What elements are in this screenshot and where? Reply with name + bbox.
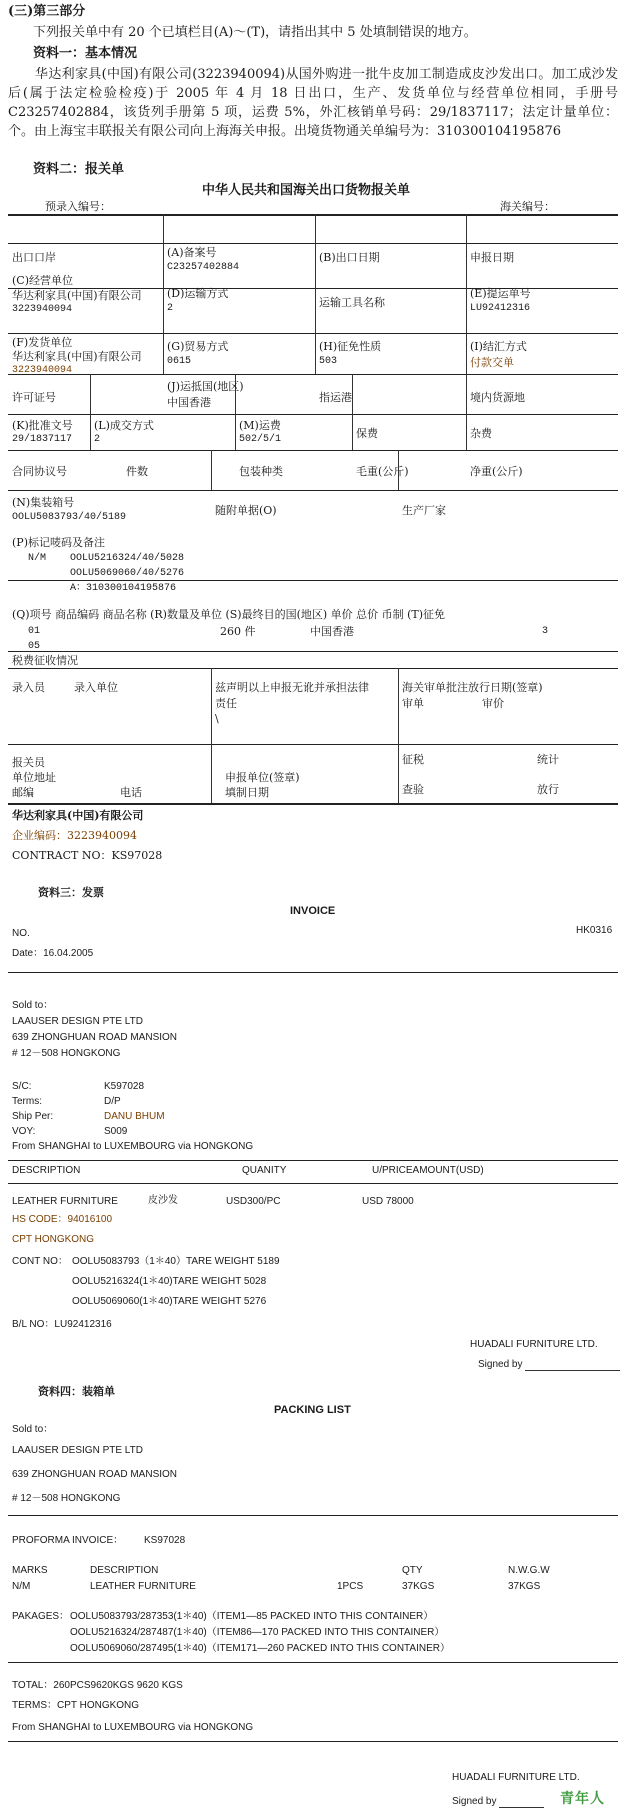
approval-no-label: (K)批准文号	[12, 419, 73, 432]
deal-mode-label: (L)成交方式	[94, 419, 154, 432]
voy-label: VOY:	[12, 1126, 36, 1137]
goods-quantity: 260 件	[220, 625, 256, 638]
packing-terms: TERMS：CPT HONGKONG	[12, 1700, 140, 1711]
packing-route: From SHANGHAI to LUXEMBOURG via HONGKONG	[12, 1722, 254, 1733]
packing-buyer-address-1: 639 ZHONGHUAN ROAD MANSION	[12, 1469, 178, 1480]
packing-buyer-address-2: # 12－508 HONGKONG	[12, 1493, 121, 1504]
unit-address-label: 单位地址	[12, 771, 56, 784]
entry-clerk-label: 录入员	[12, 681, 45, 694]
destination-value: 中国香港	[167, 396, 211, 409]
terms-label: Terms:	[12, 1096, 42, 1107]
col-description: DESCRIPTION	[12, 1165, 81, 1176]
invoice-company: HUADALI FURNITURE LTD.	[470, 1339, 598, 1350]
settlement-label: (I)结汇方式	[470, 340, 527, 353]
buyer-address-2: # 12－508 HONGKONG	[12, 1048, 121, 1059]
proforma-value: KS97028	[144, 1535, 186, 1546]
unit-price: USD300/PC	[226, 1196, 281, 1207]
packing-weight-value: 37KGS	[508, 1581, 541, 1592]
review-date-label: 海关审单批注放行日期(签章)	[402, 681, 543, 694]
voy-value: S009	[104, 1126, 128, 1137]
customs-no-label: 海关编号：	[500, 200, 555, 213]
section-heading: (三)第三部分	[8, 4, 86, 19]
bill-no-label: (E)提运单号	[470, 287, 531, 300]
instruction-text: 下列报关单中有 20 个已填栏目(A)～(T)，请指出其中 5 处填制错误的地方。	[33, 25, 477, 40]
destination-label: (J)运抵国(地区)	[167, 380, 244, 393]
material-1-title: 资料一：基本情况	[33, 46, 138, 61]
packing-signed-by-label: Signed by	[452, 1796, 497, 1807]
shipper-code: 3223940094	[12, 365, 73, 376]
col-packing-description: DESCRIPTION	[90, 1565, 159, 1576]
release-label: 放行	[537, 783, 559, 796]
goods-headers: (Q)项号 商品编码 商品名称 (R)数量及单位 (S)最终目的国(地区) 单价 总价 币制 (T)征免	[12, 608, 446, 621]
trade-mode-label: (G)贸易方式	[167, 340, 229, 353]
marks-nm: N/M	[28, 553, 47, 564]
declaration-text-1: 兹声明以上申报无讹并承担法律	[215, 681, 369, 694]
invoice-no-label: NO.	[12, 928, 30, 939]
packing-list-title: PACKING LIST	[274, 1404, 351, 1416]
col-marks: MARKS	[12, 1565, 48, 1576]
signed-by-label: Signed by	[478, 1359, 523, 1370]
packing-sold-to: Sold to：	[12, 1424, 54, 1435]
packing-signature	[452, 1795, 544, 1808]
packing-description-value: LEATHER FURNITURE	[90, 1581, 196, 1592]
misc-fee-label: 杂费	[470, 427, 492, 440]
marks-clearance-no: A：310300104195876	[70, 583, 177, 594]
packages-label: 件数	[126, 465, 148, 478]
goods-exemption: 3	[542, 626, 549, 637]
item-description-cn: 皮沙发	[148, 1195, 178, 1206]
marks-container-1: OOLU5216324/40/5028	[70, 553, 185, 564]
settlement-value: 付款交单	[470, 356, 514, 369]
transport-mode-value: 2	[167, 303, 174, 314]
invoice-date: Date：16.04.2005	[12, 948, 94, 959]
container-3: OOLU5069060(1＊40)TARE WEIGHT 5276	[72, 1296, 267, 1307]
review-doc-label: 审单	[402, 697, 424, 710]
enterprise-code: 企业编码：3223940094	[12, 829, 137, 842]
levy-label: 征税	[402, 753, 424, 766]
port-label: 指运港	[319, 391, 352, 404]
insurance-label: 保费	[356, 427, 378, 440]
package-type-label: 包装种类	[239, 465, 283, 478]
item-no-1: 01	[28, 626, 41, 637]
invoice-title: INVOICE	[290, 905, 336, 917]
col-nw-gw: N.W.G.W	[508, 1565, 550, 1576]
container-1: OOLU5083793（1＊40）TARE WEIGHT 5189	[72, 1256, 280, 1267]
form-title: 中华人民共和国海关出口货物报关单	[202, 183, 411, 198]
container-no-label: (N)集装箱号	[12, 496, 75, 509]
gross-weight-label: 毛重(公斤)	[356, 465, 409, 478]
deal-mode-value: 2	[94, 434, 101, 445]
sc-value: K597028	[104, 1081, 145, 1092]
declaration-mark: \	[215, 712, 219, 725]
goods-destination: 中国香港	[310, 625, 354, 638]
ship-per-label: Ship Per:	[12, 1111, 54, 1122]
item-description: LEATHER FURNITURE	[12, 1196, 118, 1207]
exemption-nature-value: 503	[319, 356, 338, 367]
bl-no: B/L NO：LU92412316	[12, 1319, 112, 1330]
tax-status-label: 税费征收情况	[12, 654, 78, 667]
declaring-unit-label: 申报单位(签章)	[225, 771, 300, 784]
license-no-label: 许可证号	[12, 391, 56, 404]
attached-docs-label: 随附单据(O)	[215, 504, 277, 517]
declarant-label: 报关员	[12, 756, 45, 769]
col-quantity: QUANITY	[242, 1165, 287, 1176]
material-4-title: 资料四：装箱单	[38, 1385, 115, 1398]
vessel-name-label: 运输工具名称	[319, 296, 385, 309]
source-label: 境内货源地	[470, 391, 525, 404]
freight-value: 502/5/1	[239, 434, 282, 445]
col-qty: QTY	[402, 1565, 423, 1576]
operating-unit-name: 华达利家具(中国)有限公司	[12, 289, 142, 302]
exemption-nature-label: (H)征免性质	[319, 340, 382, 353]
declaration-text-2: 责任	[215, 697, 237, 710]
net-weight-label: 净重(公斤)	[470, 465, 523, 478]
approval-no-value: 29/1837117	[12, 434, 73, 445]
cpt-term: CPT HONGKONG	[12, 1234, 95, 1245]
shipper-label: (F)发货单位	[12, 336, 73, 349]
cont-no-label: CONT NO：	[12, 1256, 68, 1267]
invoice-no-value: HK0316	[576, 925, 613, 936]
freight-label: (M)运费	[239, 419, 281, 432]
ship-per-value: DANU BHUM	[104, 1111, 165, 1122]
pre-entry-label: 预录入编号：	[45, 200, 111, 213]
item-no-2: 05	[28, 641, 41, 652]
export-port-label: 出口口岸	[12, 251, 56, 264]
manufacturer-label: 生产厂家	[402, 504, 446, 517]
inspection-label: 查验	[402, 783, 424, 796]
bill-no-value: LU92412316	[470, 303, 531, 314]
hs-code: HS CODE：94016100	[12, 1214, 113, 1225]
terms-value: D/P	[104, 1096, 121, 1107]
packages-label: PAKAGES：	[12, 1611, 70, 1622]
record-no-value: C23257402884	[167, 262, 240, 273]
transport-mode-label: (D)运输方式	[167, 287, 229, 300]
sold-to-label: Sold to：	[12, 1000, 54, 1011]
export-date-label: (B)出口日期	[319, 251, 380, 264]
package-line-3: OOLU5069060/287495(1＊40)（ITEM171—260 PACKED INTO THIS CONTAINER）	[70, 1643, 450, 1654]
col-price-amount: U/PRICEAMOUNT(USD)	[372, 1165, 484, 1176]
packing-buyer-name: LAAUSER DESIGN PTE LTD	[12, 1445, 143, 1456]
packing-marks-value: N/M	[12, 1581, 31, 1592]
postcode-label: 邮编	[12, 786, 34, 799]
packing-total: TOTAL：260PCS9620KGS 9620 KGS	[12, 1680, 183, 1691]
buyer-name: LAAUSER DESIGN PTE LTD	[12, 1016, 143, 1027]
operating-unit-label: (C)经营单位	[12, 274, 73, 287]
sc-label: S/C:	[12, 1081, 32, 1092]
material-2-title: 资料二：报关单	[33, 162, 125, 177]
marks-container-2: OOLU5069060/40/5276	[70, 568, 185, 579]
package-line-2: OOLU5216324/287487(1＊40)（ITEM86—170 PACKED INTO THIS CONTAINER）	[70, 1627, 445, 1638]
invoice-signature	[478, 1358, 620, 1371]
company-name: 华达利家具(中国)有限公司	[12, 809, 144, 822]
operating-unit-code: 3223940094	[12, 304, 73, 315]
entry-unit-label: 录入单位	[74, 681, 118, 694]
shipper-name: 华达利家具(中国)有限公司	[12, 350, 142, 363]
marks-label: (P)标记唛码及备注	[12, 536, 105, 549]
review-price-label: 审价	[482, 697, 504, 710]
contract-no: CONTRACT NO：KS97028	[12, 849, 163, 862]
container-2: OOLU5216324(1＊40)TARE WEIGHT 5028	[72, 1276, 267, 1287]
proforma-label: PROFORMA INVOICE：	[12, 1535, 124, 1546]
invoice-route: From SHANGHAI to LUXEMBOURG via HONGKONG	[12, 1141, 254, 1152]
statistics-label: 统计	[537, 753, 559, 766]
buyer-address-1: 639 ZHONGHUAN ROAD MANSION	[12, 1032, 178, 1043]
total-amount: USD 78000	[362, 1196, 414, 1207]
trade-mode-value: 0615	[167, 356, 192, 367]
record-no-label: (A)备案号	[167, 246, 217, 259]
fill-date-label: 填制日期	[225, 786, 269, 799]
container-no-value: OOLU5083793/40/5189	[12, 512, 127, 523]
material-3-title: 资料三：发票	[38, 886, 104, 899]
packing-pcs: 1PCS	[337, 1581, 364, 1592]
material-1-text: 华达利家具(中国)有限公司(3223940094)从国外购进一批牛皮加工制造成皮沙发出口。加工成沙发后(属于法定检验检疫)于 2005 年 4 月 18 日出口，生产、发货单位与经营单位相同，手册号 C23257402884，该货列手册第 5 项，运费 5%，外汇核销单号码：29/1837117；法定计量单位：个。由上海宝丰联报关有限公司向上海海关申报。出境货物通关单编号为：310300104195876	[8, 67, 618, 139]
packing-company: HUADALI FURNITURE LTD.	[452, 1772, 580, 1783]
contract-no-label: 合同协议号	[12, 465, 67, 478]
packing-qty-value: 37KGS	[402, 1581, 435, 1592]
declare-date-label: 申报日期	[470, 251, 514, 264]
phone-label: 电话	[120, 786, 142, 799]
watermark-logo: 青年人	[560, 1791, 605, 1807]
package-line-1: OOLU5083793/287353(1＊40)（ITEM1—85 PACKED INTO THIS CONTAINER）	[70, 1611, 434, 1622]
